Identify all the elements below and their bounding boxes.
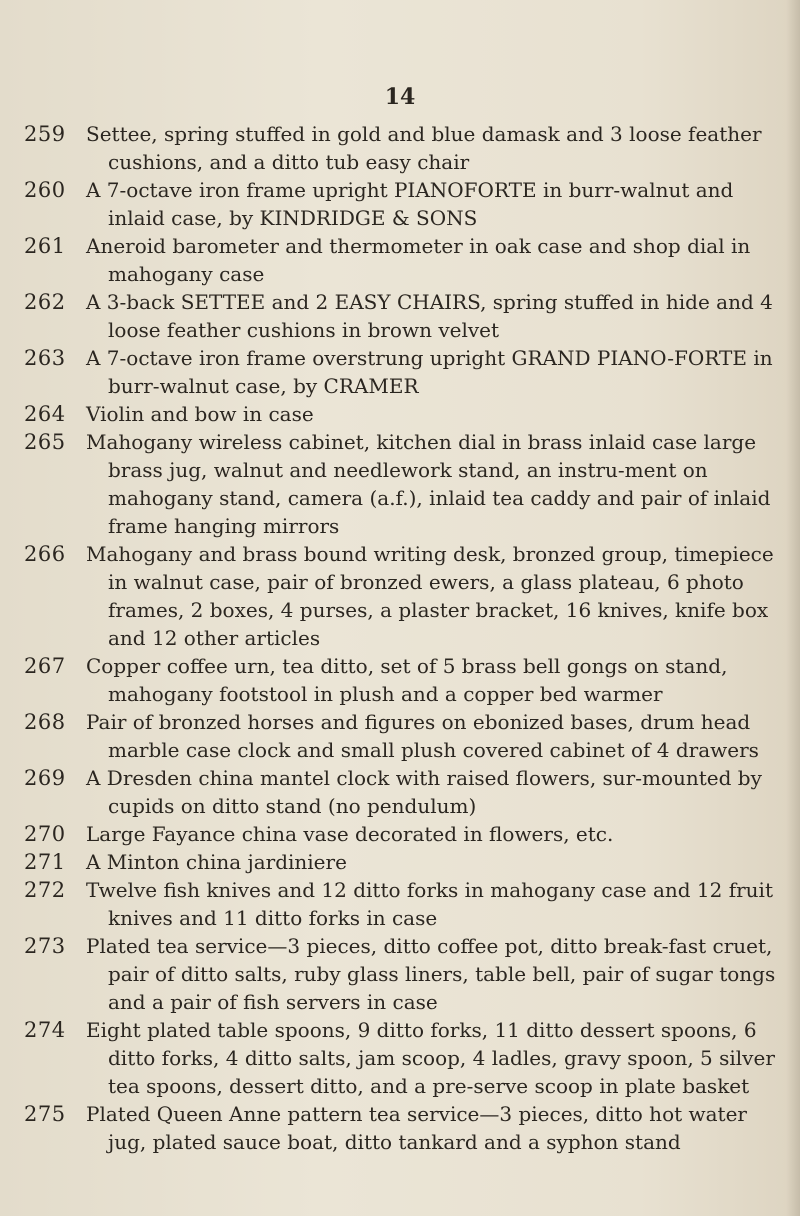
lot-number: 273 (24, 934, 66, 958)
lot-entry (24, 176, 780, 232)
lot-entry (24, 708, 780, 764)
lot-description: Eight plated table spoons, 9 ditto forks, 11 ditto dessert spoons, 6 ditto forks, 4 ditto salts, jam scoop, 4 ladles, gravy spoon, 5 silver tea spoons, dessert ditto, and a pre-serve scoop in plate basket (86, 1018, 775, 1098)
lot-number: 259 (24, 122, 66, 146)
lot-number: 275 (24, 1102, 66, 1126)
lot-number: 267 (24, 654, 66, 678)
lot-number: 262 (24, 290, 66, 314)
lot-number: 264 (24, 402, 66, 426)
lot-entry (24, 344, 780, 400)
lot-description: A Minton china jardiniere (86, 850, 347, 874)
lot-entry (24, 120, 780, 176)
lot-entry (24, 876, 780, 932)
lot-description: Aneroid barometer and thermometer in oak case and shop dial in mahogany case (86, 234, 751, 286)
lot-entry (24, 428, 780, 540)
lot-description: Plated Queen Anne pattern tea service—3 pieces, ditto hot water jug, plated sauce boat, ditto tankard and a syphon stand (86, 1102, 747, 1154)
lot-number: 274 (24, 1018, 66, 1042)
lot-entry (24, 764, 780, 820)
lot-description: A Dresden china mantel clock with raised flowers, sur-mounted by cupids on ditto stand (no pendulum) (86, 766, 762, 818)
lot-description: Pair of bronzed horses and figures on ebonized bases, drum head marble case clock and small plush covered cabinet of 4 drawers (86, 710, 759, 762)
lot-number: 261 (24, 234, 66, 258)
lot-description: A 7-octave iron frame upright PIANOFORTE in burr-walnut and inlaid case, by KINDRIDGE & SONS (86, 178, 734, 230)
lot-description: Violin and bow in case (86, 402, 314, 426)
lot-description: Mahogany wireless cabinet, kitchen dial in brass inlaid case large brass jug, walnut and needlework stand, an instru-ment on mahogany stand, camera (a.f.), inlaid tea caddy and pair of inlaid frame hanging mirrors (86, 430, 771, 538)
lot-description: Plated tea service—3 pieces, ditto coffee pot, ditto break-fast cruet, pair of ditto salts, ruby glass liners, table bell, pair of sugar tongs and a pair of fish servers in case (86, 934, 776, 1014)
lot-entry (24, 652, 780, 708)
lot-number: 265 (24, 430, 66, 454)
lot-list (24, 120, 780, 1156)
lot-number: 268 (24, 710, 66, 734)
lot-entry (24, 1100, 780, 1156)
page-number: 14 (384, 84, 416, 110)
page-edge-shadow (786, 0, 800, 1216)
lot-entry (24, 540, 780, 652)
lot-description: Copper coffee urn, tea ditto, set of 5 brass bell gongs on stand, mahogany footstool in plush and a copper bed warmer (86, 654, 728, 706)
lot-entry (24, 232, 780, 288)
lot-description: Twelve fish knives and 12 ditto forks in mahogany case and 12 fruit knives and 11 ditto forks in case (86, 878, 773, 930)
lot-description: A 7-octave iron frame overstrung upright GRAND PIANO-FORTE in burr-walnut case, by CRAMER (86, 346, 773, 398)
lot-description: Mahogany and brass bound writing desk, bronzed group, timepiece in walnut case, pair of bronzed ewers, a glass plateau, 6 photo frames, 2 boxes, 4 purses, a plaster bracket, 16 knives, knife box and 12 other articles (86, 542, 774, 650)
lot-number: 266 (24, 542, 66, 566)
lot-description: Settee, spring stuffed in gold and blue damask and 3 loose feather cushions, and a ditto tub easy chair (86, 122, 762, 174)
lot-entry (24, 288, 780, 344)
lot-number: 271 (24, 850, 66, 874)
lot-number: 260 (24, 178, 66, 202)
lot-description: A 3-back SETTEE and 2 EASY CHAIRS, spring stuffed in hide and 4 loose feather cushions in brown velvet (86, 290, 773, 342)
lot-entry (24, 820, 780, 848)
lot-entry (24, 848, 780, 876)
lot-entry (24, 932, 780, 1016)
lot-number: 272 (24, 878, 66, 902)
lot-number: 263 (24, 346, 66, 370)
lot-description: Large Fayance china vase decorated in flowers, etc. (86, 822, 614, 846)
lot-entry (24, 1016, 780, 1100)
lot-number: 269 (24, 766, 66, 790)
lot-number: 270 (24, 822, 66, 846)
lot-entry (24, 400, 780, 428)
